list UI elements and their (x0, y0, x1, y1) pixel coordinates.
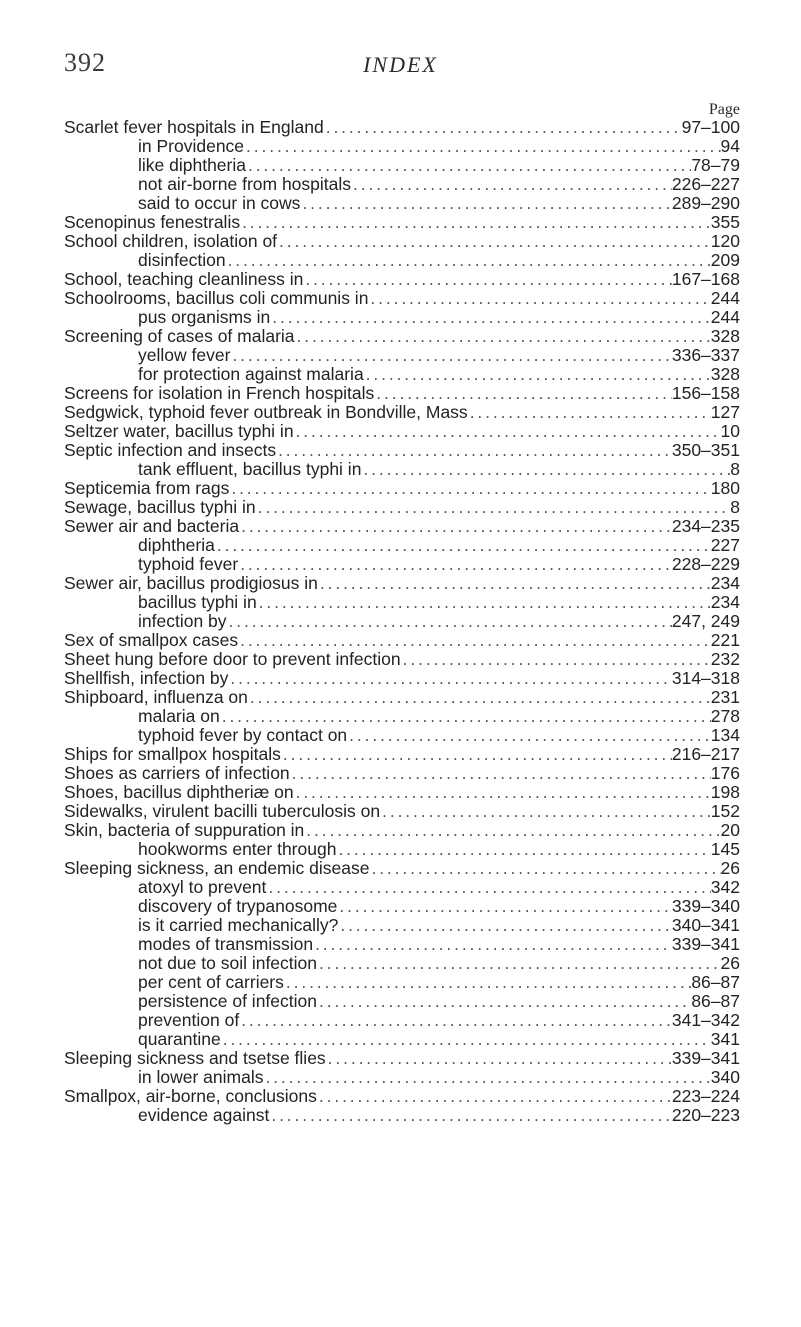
entry-page-ref: 328 (710, 326, 740, 346)
entry-page-ref: 78–79 (691, 155, 740, 175)
index-subentry (64, 1030, 740, 1049)
entry-page-ref: 220–223 (671, 1105, 740, 1125)
dot-leader (281, 745, 672, 764)
dot-leader (295, 327, 711, 346)
entry-page-ref: 342 (710, 877, 740, 897)
entry-page-ref: 341 (710, 1029, 740, 1049)
entry-text: in Providence (138, 136, 245, 156)
index-subentry (64, 175, 740, 194)
entry-page-ref: 289–290 (671, 193, 740, 213)
entry-page-ref: 97–100 (681, 117, 740, 137)
dot-leader (238, 555, 672, 574)
entry-page-ref: 8 (730, 497, 740, 517)
entry-page-ref: 20 (720, 820, 740, 840)
index-subentry (64, 992, 740, 1011)
index-subentry (64, 935, 740, 954)
index-entry (64, 1087, 740, 1106)
dot-leader (317, 1087, 672, 1106)
entry-page-ref: 339–341 (671, 934, 740, 954)
index-subentry (64, 536, 740, 555)
dot-leader (380, 802, 711, 821)
entry-page-ref: 232 (710, 649, 740, 669)
dot-leader (229, 479, 710, 498)
index-subentry (64, 878, 740, 897)
index-subentry (64, 726, 740, 745)
entry-page-ref: 26 (720, 953, 740, 973)
entry-page-ref: 234 (710, 573, 740, 593)
page-number: 392 (64, 48, 106, 77)
entry-text: discovery of trypanosome (138, 896, 338, 916)
entry-page-ref: 244 (710, 288, 740, 308)
entry-text: Scarlet fever hospitals in England (64, 117, 324, 137)
dot-leader (401, 650, 711, 669)
entry-text: Sleeping sickness and tsetse flies (64, 1048, 326, 1068)
dot-leader (468, 403, 711, 422)
entry-page-ref: 340–341 (671, 915, 740, 935)
entry-page-ref: 216–217 (671, 744, 740, 764)
entry-text: Schoolrooms, bacillus coli communis in (64, 288, 369, 308)
dot-leader (364, 365, 711, 384)
entry-text: hookworms enter through (138, 839, 337, 859)
dot-leader (269, 1106, 672, 1125)
dot-leader (239, 517, 672, 536)
entry-page-ref: 8 (730, 459, 740, 479)
entry-text: typhoid fever (138, 554, 239, 574)
index-subentry (64, 897, 740, 916)
entry-text: Screens for isolation in French hospitals (64, 383, 375, 403)
dot-leader (266, 878, 710, 897)
dot-leader (228, 669, 671, 688)
index-subentry (64, 194, 740, 213)
dot-leader (303, 270, 672, 289)
dot-leader (313, 935, 672, 954)
index-entry (64, 270, 740, 289)
dot-leader (338, 916, 672, 935)
dot-leader (215, 536, 711, 555)
entry-text: tank effluent, bacillus typhi in (138, 459, 362, 479)
entry-page-ref: 167–168 (671, 269, 740, 289)
entry-page-ref: 247, 249 (671, 611, 740, 631)
entry-page-ref: 152 (710, 801, 740, 821)
index-entries (64, 118, 740, 1125)
entry-page-ref: 228–229 (671, 554, 740, 574)
entry-text: disinfection (138, 250, 226, 270)
dot-leader (226, 251, 711, 270)
dot-leader (300, 194, 671, 213)
entry-text: Seltzer water, bacillus typhi in (64, 421, 294, 441)
index-entry (64, 859, 740, 878)
index-entry (64, 441, 740, 460)
dot-leader (351, 175, 672, 194)
dot-leader (326, 1049, 672, 1068)
dot-leader (230, 346, 671, 365)
dot-leader (277, 232, 711, 251)
dot-leader (227, 612, 672, 631)
index-subentry (64, 156, 740, 175)
entry-text: Septic infection and insects (64, 440, 277, 460)
entry-text: Sedgwick, typhoid fever outbreak in Bondville, Mass (64, 402, 468, 422)
entry-text: said to occur in cows (138, 193, 301, 213)
entry-text: Shoes as carriers of infection (64, 763, 290, 783)
entry-text: yellow fever (138, 345, 231, 365)
entry-page-ref: 227 (710, 535, 740, 555)
dot-leader (220, 707, 711, 726)
dot-leader (256, 498, 731, 517)
index-subentry (64, 460, 740, 479)
index-entry (64, 498, 740, 517)
entry-text: for protection against malaria (138, 364, 364, 384)
index-subentry (64, 612, 740, 631)
entry-text: in lower animals (138, 1067, 264, 1087)
index-entry (64, 764, 740, 783)
entry-text: Sleeping sickness, an endemic disease (64, 858, 370, 878)
entry-text: not air-borne from hospitals (138, 174, 352, 194)
entry-text: Scenopinus fenestralis (64, 212, 241, 232)
entry-page-ref: 10 (720, 421, 740, 441)
entry-text: Sewage, bacillus typhi in (64, 497, 256, 517)
index-subentry (64, 954, 740, 973)
dot-leader (263, 1068, 710, 1087)
dot-leader (347, 726, 711, 745)
entry-text: Sex of smallpox cases (64, 630, 239, 650)
dot-leader (337, 897, 671, 916)
entry-text: School children, isolation of (64, 231, 278, 251)
entry-text: not due to soil infection (138, 953, 318, 973)
dot-leader (246, 156, 691, 175)
dot-leader (317, 954, 721, 973)
entry-page-ref: 120 (710, 231, 740, 251)
entry-page-ref: 336–337 (671, 345, 740, 365)
entry-page-ref: 145 (710, 839, 740, 859)
dot-leader (270, 308, 711, 327)
dot-leader (240, 213, 711, 232)
index-subentry (64, 916, 740, 935)
index-entry (64, 422, 740, 441)
index-entry (64, 783, 740, 802)
index-subentry (64, 1068, 740, 1087)
index-entry (64, 213, 740, 232)
entry-page-ref: 231 (710, 687, 740, 707)
dot-leader (294, 422, 721, 441)
entry-page-ref: 355 (710, 212, 740, 232)
entry-text: Screening of cases of malaria (64, 326, 295, 346)
entry-text: School, teaching cleanliness in (64, 269, 304, 289)
entry-page-ref: 209 (710, 250, 740, 270)
dot-leader (290, 764, 711, 783)
entry-text: Septicemia from rags (64, 478, 230, 498)
index-entry (64, 289, 740, 308)
entry-page-ref: 176 (710, 763, 740, 783)
entry-page-ref: 341–342 (671, 1010, 740, 1030)
index-entry (64, 745, 740, 764)
entry-page-ref: 350–351 (671, 440, 740, 460)
entry-text: Shipboard, influenza on (64, 687, 248, 707)
dot-leader (276, 441, 672, 460)
entry-text: per cent of carriers (138, 972, 284, 992)
index-subentry (64, 346, 740, 365)
entry-page-ref: 234–235 (671, 516, 740, 536)
entry-page-ref: 127 (710, 402, 740, 422)
entry-text: Sewer air, bacillus prodigiosus in (64, 573, 318, 593)
entry-text: atoxyl to prevent (138, 877, 267, 897)
dot-leader (369, 859, 720, 878)
index-entry (64, 517, 740, 536)
entry-text: Smallpox, air-borne, conclusions (64, 1086, 317, 1106)
running-title: INDEX (363, 52, 438, 77)
entry-page-ref: 180 (710, 478, 740, 498)
entry-text: quarantine (138, 1029, 221, 1049)
entry-page-ref: 86–87 (691, 972, 740, 992)
entry-page-ref: 328 (710, 364, 740, 384)
entry-text: Shellfish, infection by (64, 668, 229, 688)
dot-leader (257, 593, 711, 612)
entry-page-ref: 198 (710, 782, 740, 802)
entry-text: pus organisms in (138, 307, 271, 327)
index-subentry (64, 840, 740, 859)
index-subentry (64, 365, 740, 384)
index-entry (64, 821, 740, 840)
entry-page-ref: 86–87 (691, 991, 740, 1011)
dot-leader (361, 460, 730, 479)
index-entry (64, 631, 740, 650)
entry-text: persistence of infection (138, 991, 317, 1011)
entry-page-ref: 226–227 (671, 174, 740, 194)
dot-leader (221, 1030, 711, 1049)
index-entry (64, 384, 740, 403)
entry-text: prevention of (138, 1010, 240, 1030)
index-entry (64, 232, 740, 251)
entry-page-ref: 339–340 (671, 896, 740, 916)
entry-page-ref: 244 (710, 307, 740, 327)
entry-page-ref: 234 (710, 592, 740, 612)
entry-text: like diphtheria (138, 155, 246, 175)
dot-leader (317, 992, 691, 1011)
dot-leader (244, 137, 720, 156)
entry-text: diphtheria (138, 535, 215, 555)
index-entry (64, 403, 740, 422)
index-entry (64, 688, 740, 707)
entry-text: evidence against (138, 1105, 270, 1125)
entry-page-ref: 278 (710, 706, 740, 726)
index-subentry (64, 973, 740, 992)
dot-leader (304, 821, 720, 840)
index-entry (64, 118, 740, 137)
index-entry (64, 479, 740, 498)
entry-page-ref: 26 (720, 858, 740, 878)
index-subentry (64, 707, 740, 726)
entry-page-ref: 156–158 (671, 383, 740, 403)
entry-text: typhoid fever by contact on (138, 725, 348, 745)
dot-leader (284, 973, 691, 992)
entry-text: bacillus typhi in (138, 592, 257, 612)
index-entry (64, 669, 740, 688)
entry-text: modes of transmission (138, 934, 314, 954)
index-subentry (64, 1106, 740, 1125)
entry-text: Shoes, bacillus diphtheriæ on (64, 782, 294, 802)
entry-page-ref: 94 (720, 136, 740, 156)
entry-text: infection by (138, 611, 227, 631)
entry-page-ref: 221 (710, 630, 740, 650)
dot-leader (238, 631, 711, 650)
dot-leader (336, 840, 710, 859)
dot-leader (324, 118, 682, 137)
dot-leader (318, 574, 711, 593)
entry-text: malaria on (138, 706, 220, 726)
entry-page-ref: 134 (710, 725, 740, 745)
entry-text: Ships for smallpox hospitals (64, 744, 281, 764)
index-entry (64, 1049, 740, 1068)
index-entry (64, 650, 740, 669)
index-subentry (64, 555, 740, 574)
dot-leader (374, 384, 672, 403)
dot-leader (248, 688, 711, 707)
index-subentry (64, 251, 740, 270)
entry-text: Sewer air and bacteria (64, 516, 240, 536)
entry-text: Sheet hung before door to prevent infection (64, 649, 401, 669)
index-entry (64, 327, 740, 346)
entry-text: Skin, bacteria of suppuration in (64, 820, 305, 840)
page-column-heading: Page (708, 101, 740, 118)
entry-page-ref: 340 (710, 1067, 740, 1087)
index-entry (64, 802, 740, 821)
index-subentry (64, 593, 740, 612)
index-subentry (64, 1011, 740, 1030)
dot-leader (294, 783, 711, 802)
entry-page-ref: 223–224 (671, 1086, 740, 1106)
entry-page-ref: 339–341 (671, 1048, 740, 1068)
index-subentry (64, 137, 740, 156)
entry-text: Sidewalks, virulent bacilli tuberculosis on (64, 801, 381, 821)
dot-leader (239, 1011, 672, 1030)
entry-text: is it carried mechanically? (138, 915, 339, 935)
entry-page-ref: 314–318 (671, 668, 740, 688)
index-entry (64, 574, 740, 593)
dot-leader (368, 289, 710, 308)
index-subentry (64, 308, 740, 327)
